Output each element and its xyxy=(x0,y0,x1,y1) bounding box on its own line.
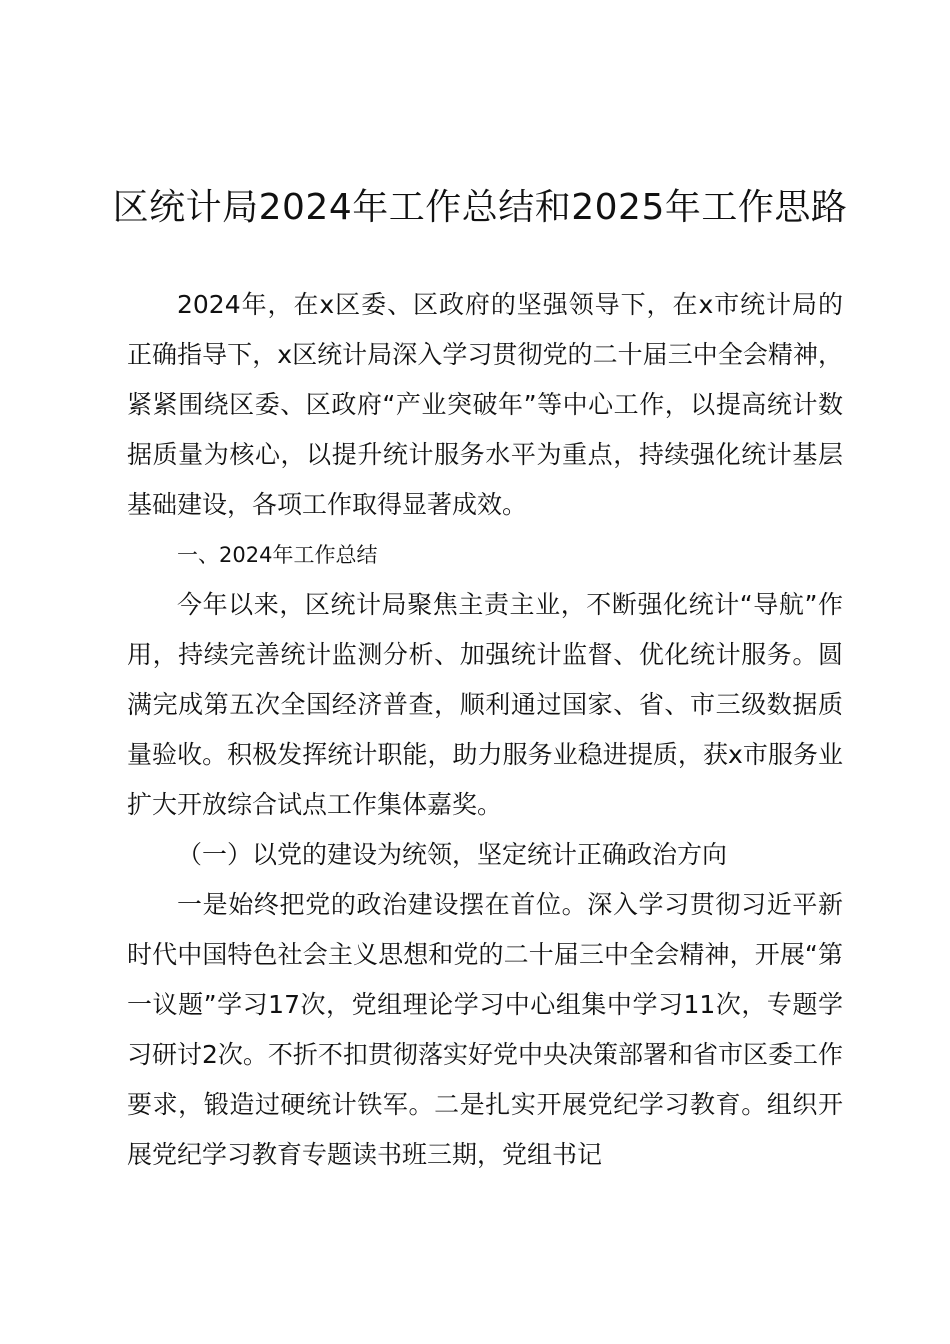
section-summary-paragraph: 今年以来，区统计局聚焦主责主业，不断强化统计“导航”作用，持续完善统计监测分析、加强统计监督、优化统计服务。圆满完成第五次全国经济普查，顺利通过国家、省、市三级数据质量验收。积极发挥统计职能，助力服务业稳进提质，获x市服务业扩大开放综合试点工作集体嘉奖。 xyxy=(127,590,843,819)
subsection-party-building-paragraph: 一是始终把党的政治建设摆在首位。深入学习贯彻习近平新时代中国特色社会主义思想和党的二十届三中全会精神，开展“第一议题”学习17次，党组理论学习中心组集中学习11次，专题学习研讨2次。不折不扣贯彻落实好党中央决策部署和省市区委工作要求，锻造过硬统计铁军。二是扎实开展党纪学习教育。组织开展党纪学习教育专题读书班三期，党组书记 xyxy=(127,890,843,1169)
document-body xyxy=(127,280,843,1180)
section-heading-2024-summary: 一、2024年工作总结 xyxy=(177,543,378,567)
subsection-heading-party-building: （一）以党的建设为统领，坚定统计正确政治方向 xyxy=(177,840,728,869)
document-title: 区统计局2024年工作总结和2025年工作思路 xyxy=(112,187,848,228)
intro-paragraph: 2024年，在x区委、区政府的坚强领导下，在x市统计局的正确指导下，x区统计局深入学习贯彻党的二十届三中全会精神，紧紧围绕区委、区政府“产业突破年”等中心工作，以提高统计数据质量为核心，以提升统计服务水平为重点，持续强化统计基层基础建设，各项工作取得显著成效。 xyxy=(127,290,843,519)
